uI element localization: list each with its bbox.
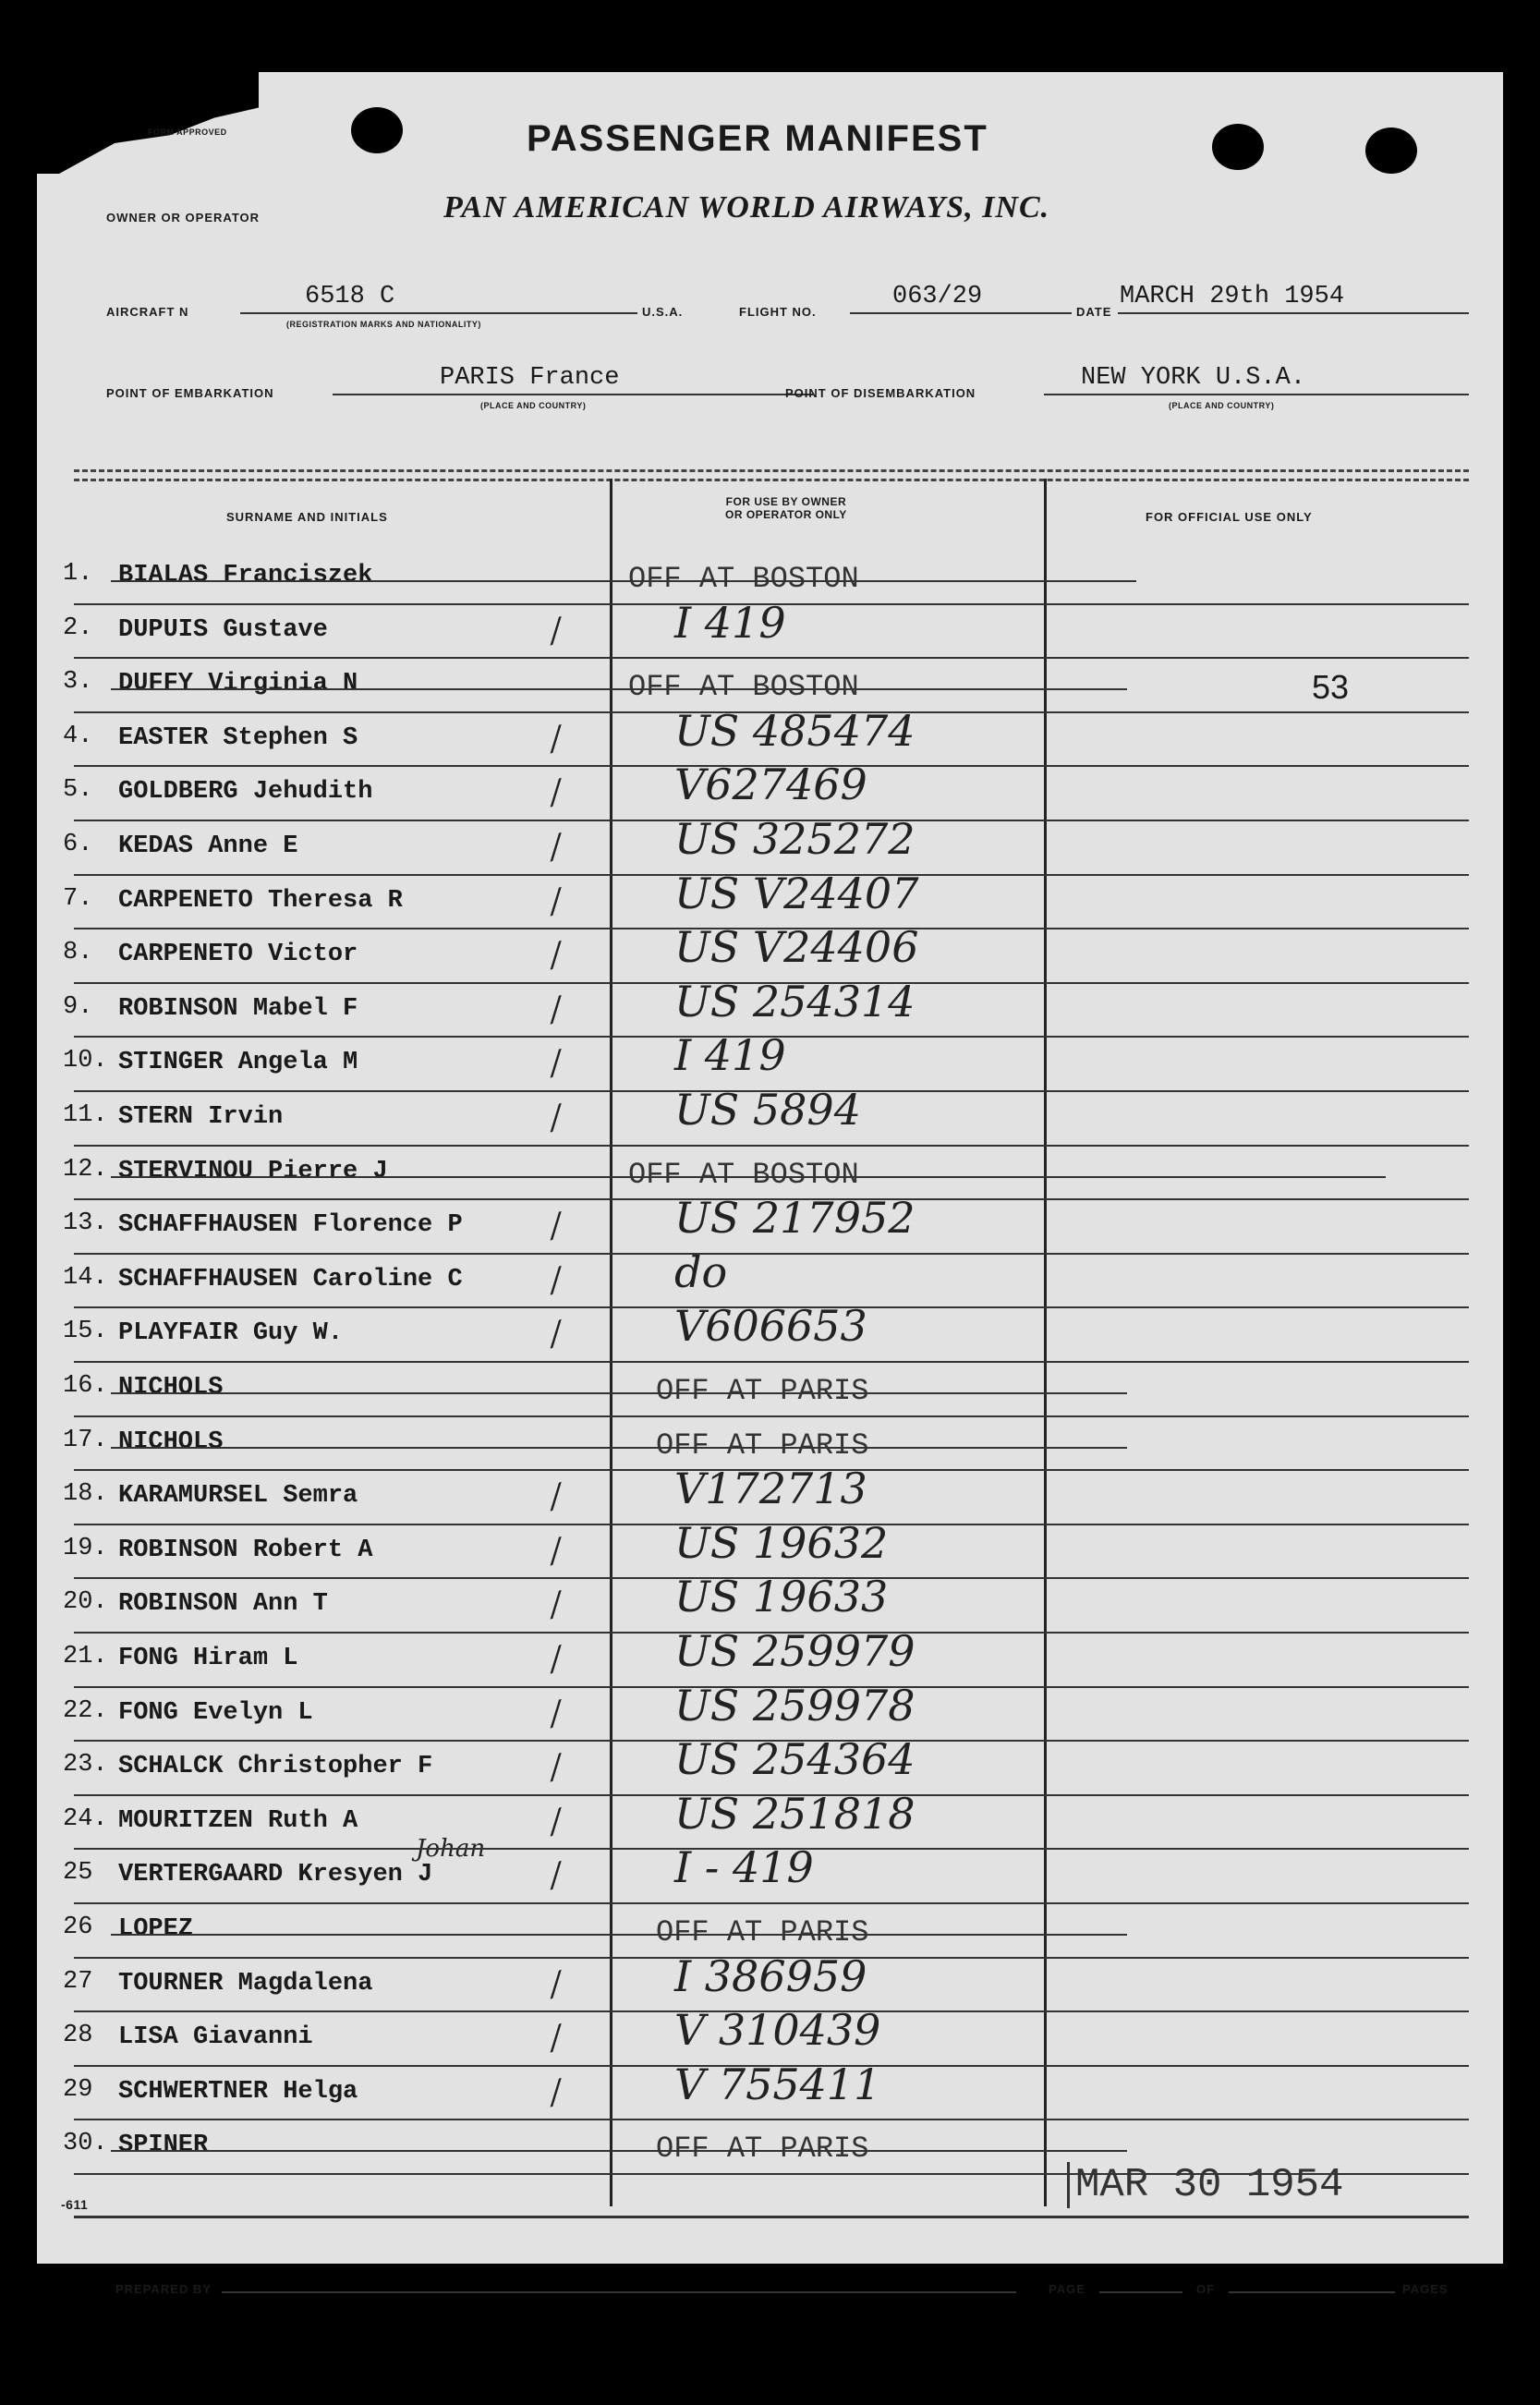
passenger-name: ROBINSON Ann T [118,1590,328,1619]
passenger-name: LOPEZ [118,1915,194,1943]
row-number: 28 [63,2022,93,2050]
passenger-name: SCHALCK Christopher F [118,1753,433,1781]
row-number: 26 [63,1913,93,1941]
row-divider [74,1469,1469,1471]
airline-name: PAN AMERICAN WORLD AIRWAYS, INC. [443,190,1050,225]
page-label: PAGE [1049,2282,1085,2296]
check-mark-icon: ⁄ [549,826,566,868]
row-divider [74,1524,1469,1525]
embarkation-note: (PLACE AND COUNTRY) [480,401,587,410]
row-divider [74,1794,1469,1796]
registration-note: (REGISTRATION MARKS AND NATIONALITY) [286,320,481,329]
passenger-name: KEDAS Anne E [118,832,298,860]
row-number: 1. [63,560,93,588]
strike-through-line [111,688,1127,690]
check-mark-icon: ⁄ [549,1963,566,2005]
disembarkation-value: NEW YORK U.S.A. [1081,364,1306,392]
row-divider [74,2010,1469,2012]
passenger-name: PLAYFAIR Guy W. [118,1319,344,1348]
disembarkation-label: POINT OF DISEMBARKATION [785,386,976,400]
check-mark-icon: ⁄ [549,989,566,1030]
table-row [37,1301,1503,1364]
row-number: 3. [63,668,93,697]
check-mark-icon: ⁄ [549,2071,566,2113]
row-divider [74,1632,1469,1634]
table-row [37,1085,1503,1148]
official-note: 53 [1312,668,1350,707]
owner-entry: US 254314 [674,976,916,1026]
row-divider [74,603,1469,605]
row-number: 6. [63,831,93,858]
passenger-name: NICHOLS [118,1374,224,1402]
owner-entry: US 19633 [674,1572,889,1622]
check-mark-icon: ⁄ [549,1206,566,1247]
check-mark-icon: ⁄ [549,1585,566,1626]
of-label: OF [1196,2282,1216,2296]
owner-entry: US 485474 [674,705,916,756]
document-title: PASSENGER MANIFEST [527,118,988,159]
row-number: 23. [63,1751,108,1779]
row-divider [74,1957,1469,1959]
row-divider [74,874,1469,876]
row-divider [74,1306,1469,1308]
passenger-name: VERTERGAARD Kresyen J [118,1861,433,1889]
passenger-name: SCHAFFHAUSEN Florence P [118,1211,463,1240]
passenger-name: DUPUIS Gustave [118,615,328,644]
owner-entry: OFF AT BOSTON [628,670,859,705]
pages-label: PAGES [1402,2282,1449,2296]
aircraft-label: AIRCRAFT N [106,305,189,319]
row-number: 4. [63,722,93,750]
owner-entry: OFF AT PARIS [656,1427,869,1463]
row-divider [74,1145,1469,1147]
owner-entry: do [674,1246,728,1297]
owner-entry: OFF AT PARIS [656,1374,869,1408]
passenger-name: SPINER [118,2132,209,2160]
check-mark-icon: ⁄ [549,1097,566,1139]
strike-through-line [111,1392,1127,1394]
prepared-by-label: PREPARED BY [115,2282,212,2296]
passenger-name: MOURITZEN Ruth A [118,1806,358,1835]
passenger-name: DUFFY Virginia N [118,670,358,698]
check-mark-icon: ⁄ [549,610,566,651]
passenger-name: KARAMURSEL Semra [118,1482,358,1511]
passenger-name: EASTER Stephen S [118,723,358,752]
row-divider [74,1036,1469,1038]
embarkation-label: POINT OF EMBARKATION [106,386,274,400]
owner-entry: V 310439 [674,2005,881,2056]
row-number: 19. [63,1534,108,1562]
row-number: 2. [63,613,93,642]
check-mark-icon: ⁄ [549,1530,566,1572]
passenger-name: FONG Hiram L [118,1645,298,1672]
owner-entry: I - 419 [674,1842,814,1893]
owner-entry: OFF AT BOSTON [628,562,859,596]
row-number: 16. [63,1372,108,1400]
row-number: 27 [63,1967,93,1996]
check-mark-icon: ⁄ [549,1259,566,1301]
row-number: 17. [63,1426,108,1454]
passenger-name: SCHAFFHAUSEN Caroline C [118,1265,463,1294]
passenger-name: STERVINOU Pierre J [118,1157,388,1185]
table-row [37,2059,1503,2122]
owner-entry: US 259978 [674,1680,916,1731]
passenger-name: FONG Evelyn L [118,1698,313,1727]
passenger-name: TOURNER Magdalena [118,1969,373,1998]
row-divider [74,711,1469,713]
check-mark-icon: ⁄ [549,1043,566,1085]
row-number: 30. [63,2130,108,2158]
strike-through-line [111,1176,1386,1178]
passenger-name: SCHWERTNER Helga [118,2077,358,2106]
row-divider [74,1198,1469,1200]
row-divider [74,1253,1469,1255]
passenger-name: STINGER Angela M [118,1049,358,1077]
check-mark-icon: ⁄ [549,1801,566,1842]
owner-label: OWNER OR OPERATOR [106,211,261,225]
row-divider [74,1902,1469,1904]
row-divider [74,820,1469,821]
check-mark-icon: ⁄ [549,1314,566,1355]
row-number: 29 [63,2075,93,2104]
punch-hole-middle [1212,124,1264,170]
row-divider [74,2173,1469,2175]
owner-entry: V 755411 [674,2059,881,2109]
date-label: DATE [1076,305,1112,319]
owner-entry: US 251818 [674,1788,916,1839]
row-number: 14. [63,1263,108,1292]
passenger-name: CARPENETO Theresa R [118,886,403,915]
row-number: 5. [63,776,93,805]
flight-value: 063/29 [892,283,983,310]
row-number: 15. [63,1318,108,1346]
footer-mark: -611 [61,2197,89,2212]
aircraft-value: 6518 C [305,283,395,310]
row-divider [74,1848,1469,1850]
check-mark-icon: ⁄ [549,1638,566,1681]
row-divider [74,657,1469,659]
passenger-name: ROBINSON Robert A [118,1536,373,1564]
strike-through-line [111,580,1136,582]
owner-entry: US 19632 [674,1517,889,1568]
punch-hole-right [1365,128,1417,174]
owner-entry: US 217952 [674,1193,916,1244]
passenger-name: ROBINSON Mabel F [118,994,358,1023]
row-divider [74,982,1469,984]
col-header-official: FOR OFFICIAL USE ONLY [1146,510,1313,524]
col-header-name: SURNAME AND INITIALS [226,510,388,524]
owner-entry: US 254364 [674,1734,916,1785]
owner-entry: OFF AT PARIS [656,2132,869,2167]
row-divider [74,2119,1469,2120]
punch-hole-left [351,107,403,153]
row-number: 21. [63,1643,108,1670]
row-number: 10. [63,1047,108,1075]
row-number: 24. [63,1804,108,1833]
check-mark-icon: ⁄ [549,1747,566,1789]
passenger-name: GOLDBERG Jehudith [118,778,373,807]
row-divider [74,1415,1469,1417]
check-mark-icon: ⁄ [549,2018,566,2059]
passenger-name: BIALAS Franciszek [118,562,373,589]
row-divider [74,1686,1469,1688]
table-row [37,597,1503,661]
flight-label: FLIGHT NO. [739,305,817,319]
row-number: 13. [63,1209,108,1238]
strike-through-line [111,1447,1127,1449]
check-mark-icon: ⁄ [549,772,566,814]
row-number: 20. [63,1588,108,1617]
owner-entry: US 259979 [674,1626,916,1676]
row-number: 25 [63,1859,93,1888]
disembarkation-note: (PLACE AND COUNTRY) [1169,401,1275,410]
owner-entry: V172713 [674,1464,867,1514]
check-mark-icon: ⁄ [549,1693,566,1734]
owner-entry: OFF AT BOSTON [628,1157,859,1192]
owner-entry: I 386959 [674,1950,867,2001]
torn-corner [37,72,259,174]
row-divider [74,2065,1469,2067]
owner-entry: OFF AT PARIS [656,1915,869,1950]
date-stamp: MAR 30 1954 [1067,2162,1343,2208]
row-divider [74,1361,1469,1363]
table-row [37,1365,1503,1418]
passenger-name: STERN Irvin [118,1103,284,1131]
form-number: FORM APPROVED [148,128,227,137]
passenger-name: CARPENETO Victor [118,941,358,969]
check-mark-icon: ⁄ [549,718,566,759]
check-mark-icon: ⁄ [549,881,566,922]
row-number: 18. [63,1480,108,1509]
owner-entry: V606653 [674,1301,867,1352]
row-divider [74,1740,1469,1742]
row-number: 22. [63,1696,108,1725]
usa-label: U.S.A. [642,305,684,319]
row-number: 11. [63,1101,108,1129]
strike-through-line [111,2150,1127,2152]
passenger-name: NICHOLS [118,1427,224,1456]
col-header-owner: FOR USE BY OWNER OR OPERATOR ONLY [725,495,847,521]
passenger-name: LISA Giavanni [118,2023,313,2052]
row-number: 8. [63,939,93,967]
row-divider [74,928,1469,929]
owner-entry: V627469 [674,759,867,810]
owner-entry: I 419 [674,1030,786,1081]
owner-entry: US V24407 [674,868,919,918]
handwritten-annotation: Johan [416,1835,486,1864]
row-divider [74,1577,1469,1579]
check-mark-icon: ⁄ [549,1476,566,1518]
row-divider [74,1090,1469,1092]
row-number: 7. [63,884,93,913]
manifest-sheet [37,72,1503,2296]
strike-through-line [111,1934,1127,1936]
owner-entry: US 325272 [674,814,916,864]
date-value: MARCH 29th 1954 [1120,283,1345,310]
owner-entry: US 5894 [674,1085,861,1135]
row-divider [74,765,1469,767]
embarkation-value: PARIS France [440,364,620,392]
table-row [37,1835,1503,1905]
row-number: 12. [63,1155,108,1184]
row-number: 9. [63,992,93,1021]
check-mark-icon: ⁄ [549,935,566,977]
check-mark-icon: ⁄ [549,1855,566,1897]
owner-entry: I 419 [674,597,786,648]
owner-entry: US V24406 [674,922,919,973]
